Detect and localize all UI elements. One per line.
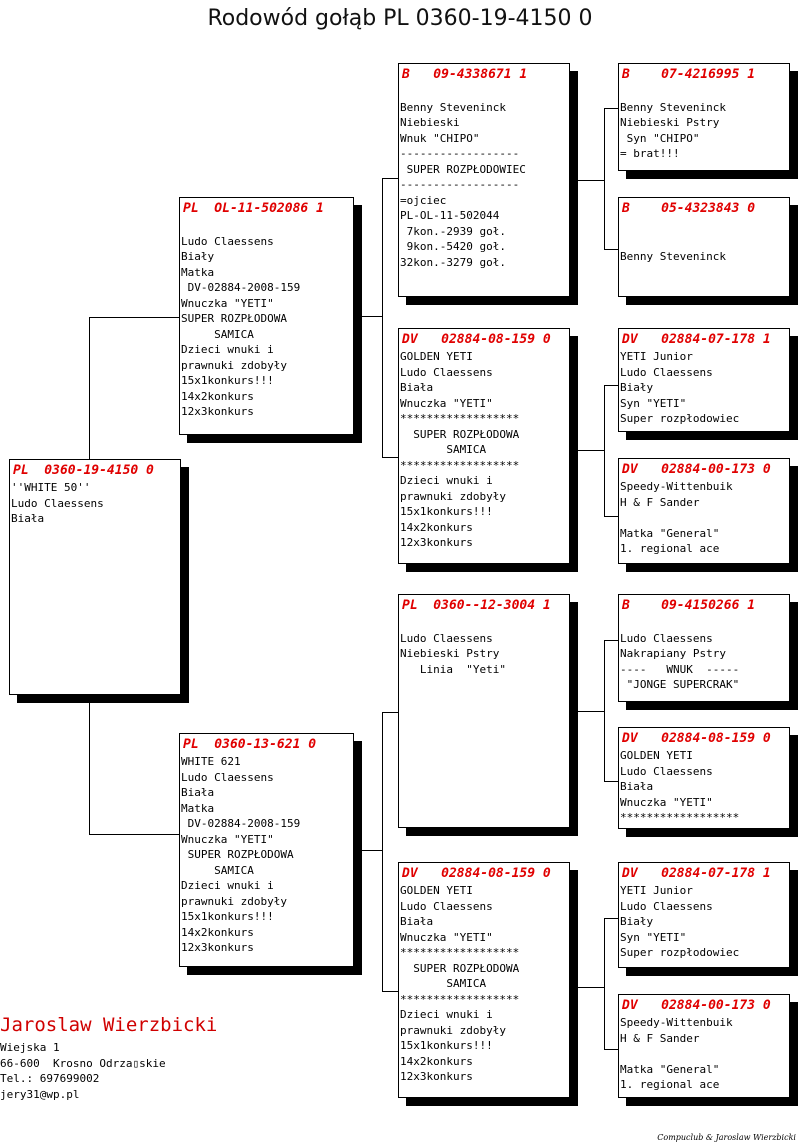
detail-line: Biała [620, 780, 654, 793]
connector-line [89, 700, 90, 834]
detail-line: Niebieski Pstry [400, 647, 500, 660]
detail-line: Wnuczka "YETI" [181, 832, 274, 846]
connector-line [604, 640, 605, 782]
detail-line: DV-02884-2008-159 [181, 281, 301, 294]
connector-line [604, 516, 618, 517]
detail-line: 15x1konkurs!!! [400, 505, 493, 518]
detail-line: ****************** [400, 412, 520, 425]
pigeon-card-mmm [618, 994, 790, 1098]
detail-line: Biała [400, 915, 434, 928]
detail-line: Tel.: 697699002 [0, 1072, 100, 1085]
connector-line [604, 385, 605, 517]
connector-line [382, 712, 398, 713]
detail-line: Dzieci wnuki i [181, 879, 274, 892]
connector-line [382, 178, 383, 458]
detail-line: jery31@wp.pl [0, 1087, 80, 1101]
detail-line: 14x2konkurs [181, 925, 254, 939]
pigeon-card-father [179, 197, 354, 435]
ring-number: PL 0360--12-3004 1 [402, 598, 551, 613]
detail-line: 15x1konkurs!!! [181, 374, 274, 387]
connector-line [89, 834, 179, 835]
detail-line: 14x2konkurs [400, 520, 473, 534]
detail-line: SUPER ROZPŁODOWA [400, 961, 520, 975]
pigeon-details [181, 754, 300, 956]
connector-line [382, 178, 398, 179]
detail-line: Syn "CHIPO" [620, 131, 700, 145]
detail-line: Biała [181, 786, 215, 799]
detail-line: Dzieci wnuki i [400, 474, 493, 487]
detail-line: Matka [181, 801, 215, 815]
detail-line: SUPER ROZPŁODOWA [181, 312, 287, 325]
detail-line: Ludo Claessens [181, 770, 274, 784]
pigeon-card-mfm [618, 727, 790, 829]
connector-line [354, 850, 383, 851]
detail-line: 32kon.-3279 goł. [400, 255, 506, 269]
detail-line [400, 84, 526, 100]
connector-line [570, 711, 605, 712]
detail-line: Wiejska 1 [0, 1041, 60, 1054]
connector-line [604, 640, 618, 641]
detail-line: Niebieski [400, 116, 460, 129]
breeder-contact [0, 1040, 166, 1102]
detail-line: Benny Steveninck [400, 100, 506, 114]
pigeon-card-fmm [618, 458, 790, 564]
detail-line: SAMICA [181, 863, 254, 877]
connector-line [89, 317, 90, 460]
detail-line: Speedy-Wittenbuik [620, 1016, 733, 1029]
detail-line: SUPER ROZPŁODOWIEC [400, 162, 526, 176]
ring-number: B 09-4150266 1 [622, 598, 756, 613]
ring-number: PL 0360-19-4150 0 [13, 463, 154, 478]
detail-line: Ludo Claessens [620, 365, 713, 379]
connector-line [382, 457, 398, 458]
connector-line [604, 781, 618, 782]
detail-line: Niebieski Pstry [620, 116, 720, 129]
ring-number: DV 02884-07-178 1 [622, 332, 771, 347]
detail-line [620, 510, 733, 526]
detail-line: 1. regional ace [620, 542, 720, 555]
connector-line [604, 108, 605, 250]
detail-line: GOLDEN YETI [400, 350, 473, 363]
pigeon-card-mf [398, 594, 570, 828]
detail-line: ------------------ [400, 178, 520, 191]
pigeon-details [400, 349, 519, 551]
connector-line [89, 317, 179, 318]
detail-line [620, 1046, 733, 1062]
detail-line: =ojciec [400, 193, 447, 207]
pigeon-card-mother [179, 733, 354, 967]
ring-number: B 09-4338671 1 [402, 67, 528, 82]
detail-line: 12x3konkurs [400, 536, 473, 549]
detail-line: 12x3konkurs [400, 1070, 473, 1083]
connector-line [570, 450, 605, 451]
pigeon-card-fm [398, 328, 570, 564]
pigeon-details [400, 615, 506, 677]
detail-line: Ludo Claessens [620, 899, 713, 913]
detail-line: Matka "General" [620, 1062, 720, 1076]
detail-line [181, 218, 300, 234]
detail-line: 66-600 Krosno Odrza▯skie [0, 1056, 166, 1070]
detail-line [620, 84, 726, 100]
detail-line: Ludo Claessens [620, 764, 713, 778]
detail-line: = brat!!! [620, 147, 680, 160]
detail-line: Wnuczka "YETI" [400, 396, 493, 410]
detail-line [620, 218, 726, 234]
pigeon-details [181, 218, 300, 420]
page-title: Rodowód gołąb PL 0360-19-4150 0 [207, 6, 593, 31]
detail-line: Ludo Claessens [11, 496, 104, 510]
pigeon-details [620, 349, 739, 427]
detail-line: Linia "Yeti" [400, 662, 506, 676]
detail-line: 1. regional ace [620, 1078, 720, 1091]
detail-line: SAMICA [400, 443, 487, 456]
pigeon-details [620, 84, 726, 162]
detail-line: GOLDEN YETI [400, 884, 473, 897]
pigeon-details [620, 1015, 733, 1093]
connector-line [382, 991, 398, 992]
pigeon-card-mm [398, 862, 570, 1098]
detail-line [620, 234, 726, 250]
detail-line: WHITE 621 [181, 755, 241, 768]
pigeon-card-ff [398, 63, 570, 297]
detail-line: Biała [11, 512, 45, 525]
ring-number: DV 02884-07-178 1 [622, 866, 771, 881]
detail-line: Wnuczka "YETI" [620, 795, 713, 809]
connector-line [604, 249, 618, 250]
detail-line: Super rozpłodowiec [620, 946, 740, 959]
pigeon-card-fmf [618, 328, 790, 432]
detail-line: Super rozpłodowiec [620, 412, 740, 425]
footer-credit: Compuclub & Jaroslaw Wierzbicki [657, 1133, 796, 1142]
detail-line: Biały [620, 915, 654, 928]
ring-number: PL 0360-13-621 0 [183, 737, 317, 752]
connector-line [570, 987, 605, 988]
pigeon-details [400, 84, 526, 270]
detail-line: prawnuki zdobyły [400, 489, 506, 503]
detail-line: ------------------ [400, 147, 520, 160]
detail-line: prawnuki zdobyły [400, 1023, 506, 1037]
detail-line: Wnuk "CHIPO" [400, 131, 480, 145]
detail-line: ****************** [620, 811, 740, 824]
ring-number: DV 02884-08-159 0 [402, 866, 551, 881]
pigeon-card-main [9, 459, 181, 695]
connector-line [570, 180, 605, 181]
detail-line: H & F Sander [620, 495, 700, 509]
detail-line: Ludo Claessens [181, 234, 274, 248]
ring-number: DV 02884-08-159 0 [402, 332, 551, 347]
detail-line: Biały [620, 381, 654, 394]
pigeon-details [620, 479, 733, 557]
detail-line: 12x3konkurs [181, 941, 254, 954]
detail-line: "JONGE SUPERCRAK" [620, 678, 740, 691]
detail-line: prawnuki zdobyły [181, 894, 287, 908]
breeder-name: Jaroslaw Wierzbicki [0, 1014, 218, 1036]
pigeon-details [400, 883, 519, 1085]
ring-number: DV 02884-08-159 0 [622, 731, 771, 746]
detail-line: YETI Junior [620, 350, 693, 363]
detail-line: YETI Junior [620, 884, 693, 897]
detail-line: 14x2konkurs [181, 389, 254, 403]
connector-line [604, 918, 605, 1050]
connector-line [604, 108, 618, 109]
connector-line [604, 918, 618, 919]
pigeon-card-fff [618, 63, 790, 171]
connector-line [604, 1049, 618, 1050]
pigeon-card-mmf [618, 862, 790, 968]
detail-line: SUPER ROZPŁODOWA [181, 848, 294, 861]
detail-line: DV-02884-2008-159 [181, 817, 301, 830]
detail-line: Dzieci wnuki i [181, 343, 274, 356]
detail-line: Benny Steveninck [620, 100, 726, 114]
detail-line: Biała [400, 381, 434, 394]
detail-line: Ludo Claessens [400, 631, 493, 645]
connector-line [604, 385, 618, 386]
connector-line [382, 712, 383, 992]
ring-number: B 05-4323843 0 [622, 201, 756, 216]
detail-line: Ludo Claessens [400, 899, 493, 913]
detail-line: SAMICA [181, 327, 254, 341]
detail-line: SAMICA [400, 977, 487, 990]
pigeon-details [620, 883, 739, 961]
detail-line: Matka "General" [620, 526, 720, 540]
detail-line: Biały [181, 250, 215, 263]
detail-line: 9kon.-5420 goł. [400, 240, 506, 253]
detail-line [620, 615, 739, 631]
detail-line: 12x3konkurs [181, 405, 254, 418]
detail-line: SUPER ROZPŁODOWA [400, 427, 520, 441]
connector-line [354, 316, 383, 317]
detail-line: Ludo Claessens [400, 365, 493, 379]
detail-line: 15x1konkurs!!! [181, 910, 274, 923]
detail-line: ''WHITE 50'' [11, 481, 91, 494]
detail-line: Dzieci wnuki i [400, 1008, 493, 1021]
ring-number: DV 02884-00-173 0 [622, 998, 771, 1013]
ring-number: DV 02884-00-173 0 [622, 462, 771, 477]
detail-line: Matka [181, 265, 215, 279]
pigeon-details [620, 748, 739, 826]
detail-line: prawnuki zdobyły [181, 358, 287, 372]
detail-line: Syn "YETI" [620, 930, 687, 944]
detail-line: ****************** [400, 458, 520, 472]
detail-line: Ludo Claessens [620, 631, 713, 645]
detail-line: GOLDEN YETI [620, 749, 693, 762]
detail-line: 14x2konkurs [400, 1054, 473, 1068]
pigeon-details [11, 480, 104, 527]
detail-line: Nakrapiany Pstry [620, 647, 726, 660]
detail-line [400, 615, 506, 631]
detail-line: ****************** [400, 992, 520, 1006]
ring-number: PL OL-11-502086 1 [183, 201, 324, 216]
detail-line: ****************** [400, 946, 520, 959]
pigeon-card-mff [618, 594, 790, 702]
detail-line: 7kon.-2939 goł. [400, 224, 506, 238]
detail-line: Benny Steveninck [620, 250, 726, 263]
detail-line: Speedy-Wittenbuik [620, 480, 733, 493]
pigeon-card-ffm [618, 197, 790, 297]
detail-line: PL-OL-11-502044 [400, 209, 500, 222]
detail-line: 15x1konkurs!!! [400, 1039, 493, 1052]
detail-line: H & F Sander [620, 1031, 700, 1045]
detail-line: ---- WNUK ----- [620, 662, 740, 676]
detail-line: Syn "YETI" [620, 396, 687, 410]
detail-line: Wnuczka "YETI" [181, 296, 274, 310]
pigeon-details [620, 218, 726, 265]
pigeon-details [620, 615, 739, 693]
detail-line: Wnuczka "YETI" [400, 930, 493, 944]
ring-number: B 07-4216995 1 [622, 67, 756, 82]
